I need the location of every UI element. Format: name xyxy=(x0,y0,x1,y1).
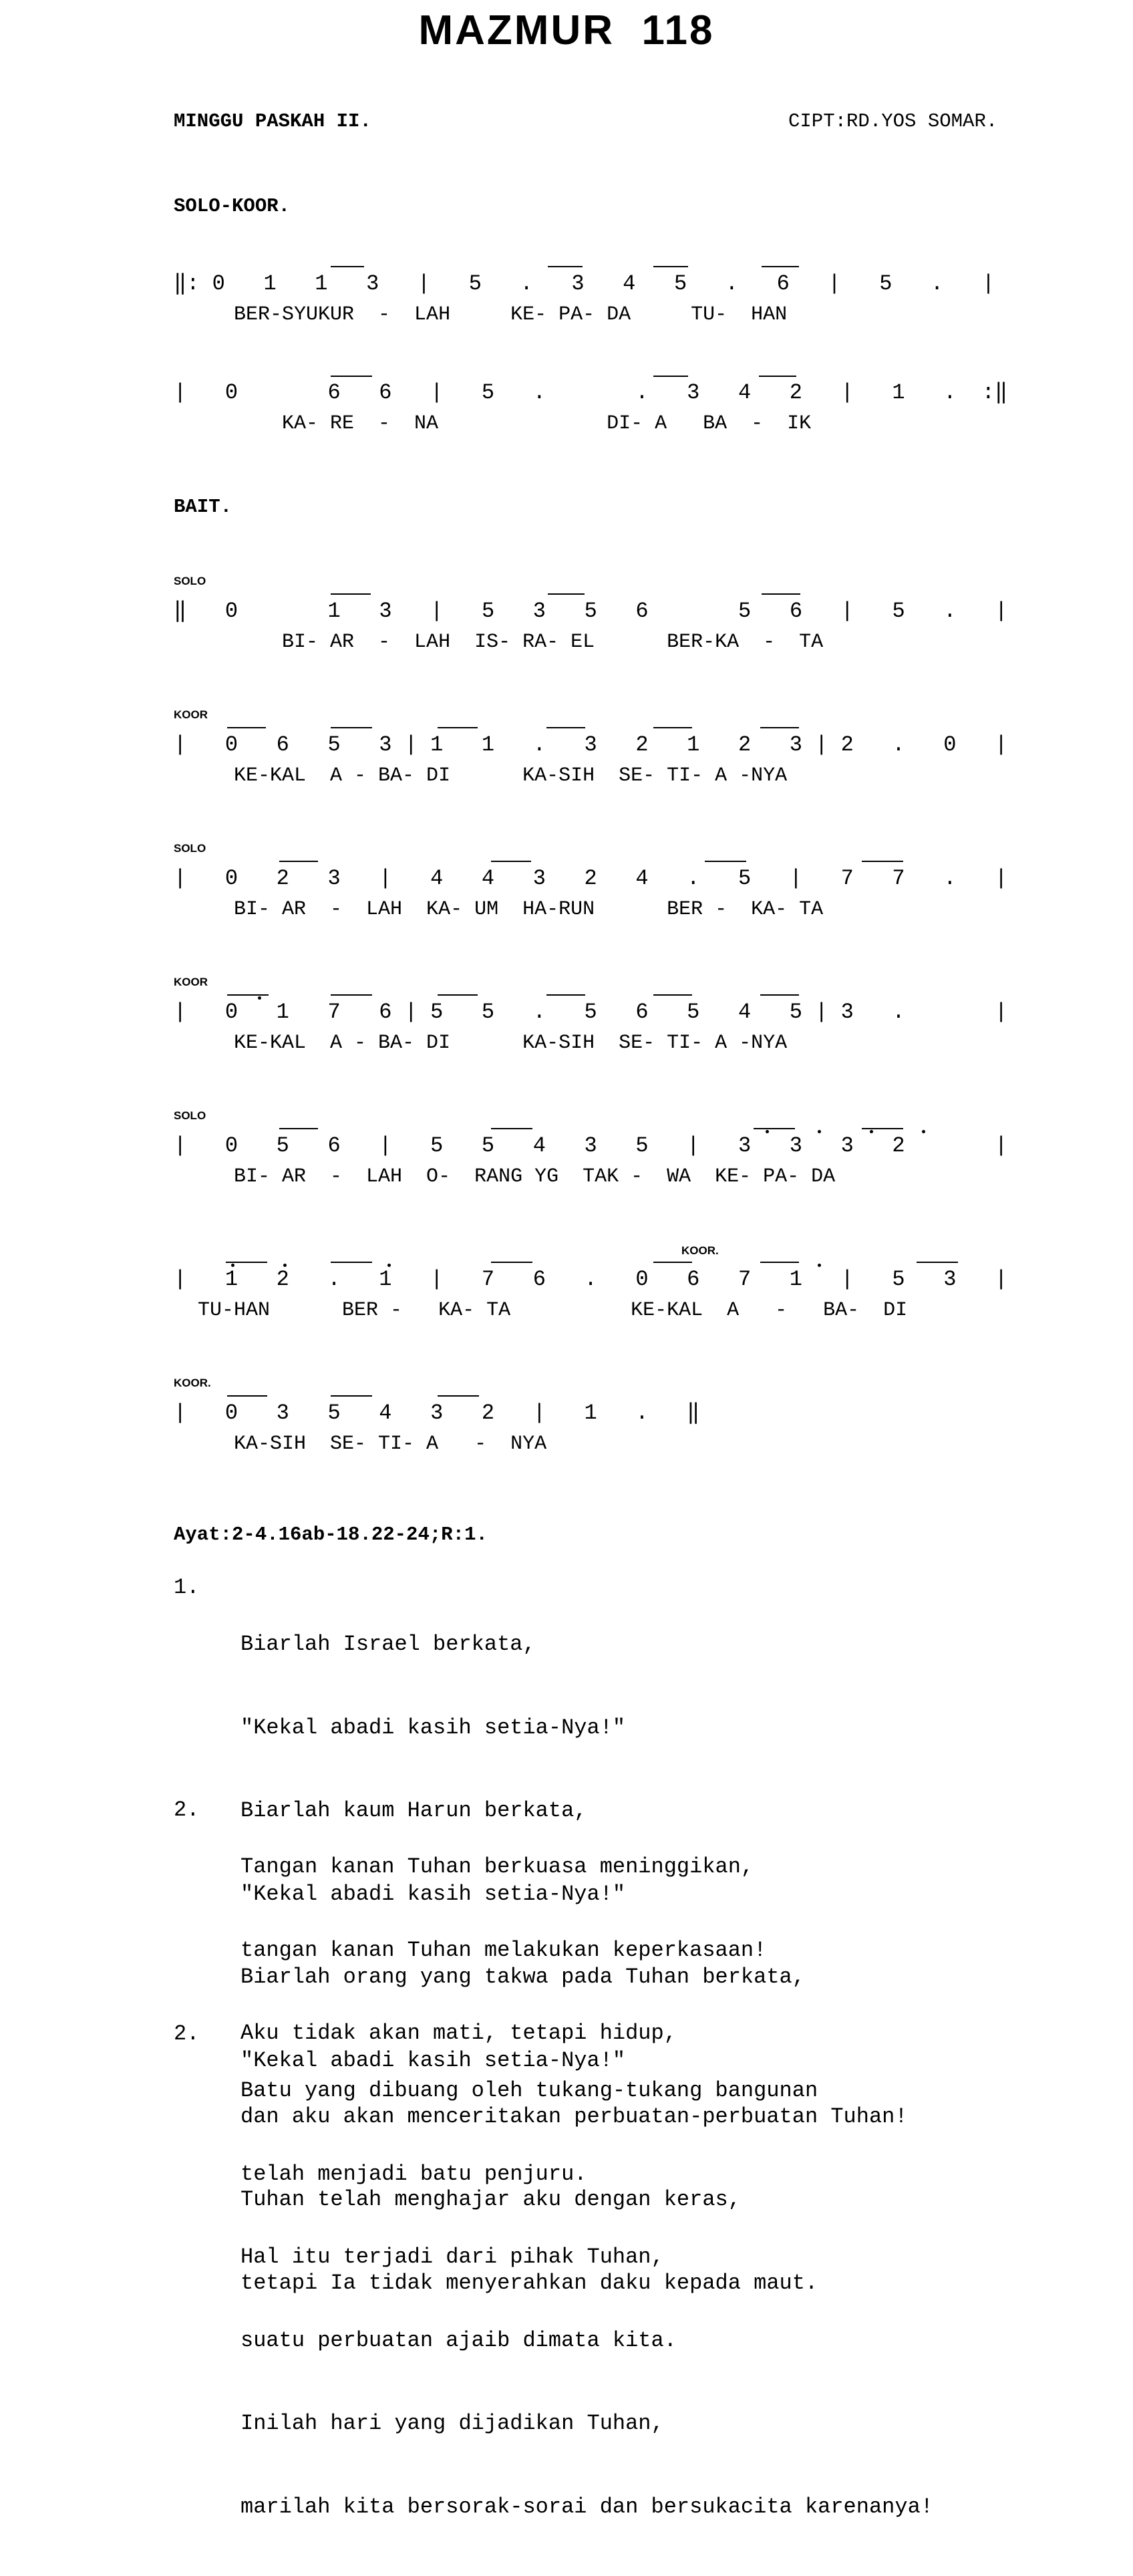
song-title: MAZMUR 118 xyxy=(418,7,715,53)
beam-mark xyxy=(754,1128,795,1129)
beam-mark xyxy=(546,727,585,728)
verse-line: Aku tidak akan mati, tetapi hidup, xyxy=(240,2021,677,2045)
bait-lyrics-row: KE-KAL A - BA- DI KA-SIH SE- TI- A -NYA xyxy=(174,1032,788,1054)
bait-notes-row: | 0 6 5 3 | 1 1 . 3 2 1 2 3 | 2 . 0 | xyxy=(174,732,1008,757)
octave-dot xyxy=(922,1130,925,1133)
composer-credit: CIPT:RD.YOS SOMAR. xyxy=(788,110,998,132)
beam-mark xyxy=(227,1395,267,1397)
octave-dot xyxy=(258,996,261,1000)
bait-lyrics-row: TU-HAN BER - KA- TA KE-KAL A - BA- DI xyxy=(174,1299,908,1322)
bait-notes-row: | 0 2 3 | 4 4 3 2 4 . 5 | 7 7 . | xyxy=(174,866,1008,891)
beam-mark xyxy=(491,1262,532,1263)
verse-reference: Ayat:2-4.16ab-18.22-24;R:1. xyxy=(174,1524,488,1546)
beam-mark xyxy=(331,1262,372,1263)
beam-mark xyxy=(438,727,478,728)
occasion-label: MINGGU PASKAH II. xyxy=(174,110,371,132)
part-label: KOOR xyxy=(174,976,208,988)
octave-dot xyxy=(818,1130,821,1133)
beam-mark xyxy=(705,861,746,862)
verse-line: suatu perbuatan ajaib dimata kita. xyxy=(240,2327,677,2353)
beam-mark xyxy=(862,1128,903,1129)
verse-line: marilah kita bersorak-sorai dan bersukacita karenanya! xyxy=(240,2494,933,2519)
beam-mark xyxy=(438,1395,479,1397)
bait-lyrics-row: BI- AR - LAH IS- RA- EL BER-KA - TA xyxy=(174,631,824,654)
verse-line: Tangan kanan Tuhan berkuasa meninggikan, xyxy=(240,1854,754,1879)
beam-mark xyxy=(759,376,796,377)
refrain-lyrics-row-1: BER-SYUKUR - LAH KE- PA- DA TU- HAN xyxy=(174,303,788,326)
verse-line: "Kekal abadi kasih setia-Nya!" xyxy=(240,1881,626,1906)
beam-mark xyxy=(653,727,692,728)
verse-line: Hal itu terjadi dari pihak Tuhan, xyxy=(240,2245,664,2269)
refrain-notes-row-2: | 0 6 6 | 5 . . 3 4 2 | 1 . :‖ xyxy=(174,380,1008,405)
bait-lyrics-row: BI- AR - LAH O- RANG YG TAK - WA KE- PA- DA xyxy=(174,1165,836,1188)
beam-mark xyxy=(548,266,583,267)
verse-line: Tuhan telah menghajar aku dengan keras, xyxy=(240,2187,741,2212)
bait-notes-row: ‖ 0 1 3 | 5 3 5 6 5 6 | 5 . | xyxy=(174,599,1008,623)
part-label: SOLO xyxy=(174,1109,206,1122)
verse-line: dan aku akan menceritakan perbuatan-perbuatan Tuhan! xyxy=(240,2104,908,2129)
verse-line: Biarlah kaum Harun berkata, xyxy=(240,1798,587,1823)
octave-dot xyxy=(870,1130,873,1133)
verse-line: Inilah hari yang dijadikan Tuhan, xyxy=(240,2411,664,2436)
beam-mark xyxy=(653,376,688,377)
beam-mark xyxy=(331,593,371,595)
bait-lyrics-row: KE-KAL A - BA- DI KA-SIH SE- TI- A -NYA xyxy=(174,764,788,787)
beam-mark xyxy=(548,593,585,595)
octave-dot xyxy=(387,1264,391,1267)
verse-line: Biarlah Israel berkata, xyxy=(240,1632,536,1657)
part-label: KOOR xyxy=(174,708,208,721)
beam-mark xyxy=(653,266,688,267)
verse-number: 1. xyxy=(174,1575,200,1600)
verse-number: 2. xyxy=(174,2021,200,2046)
beam-mark xyxy=(491,861,531,862)
beam-mark xyxy=(279,861,318,862)
beam-mark xyxy=(760,994,799,996)
bait-heading: BAIT. xyxy=(174,496,232,518)
beam-mark xyxy=(279,1128,318,1129)
bait-lyrics-row: KA-SIH SE- TI- A - NYA xyxy=(174,1433,547,1455)
beam-mark xyxy=(762,593,800,595)
octave-dot xyxy=(766,1130,769,1133)
beam-mark xyxy=(760,727,799,728)
beam-mark xyxy=(653,1262,692,1263)
refrain-heading: SOLO-KOOR. xyxy=(174,195,291,217)
verse-line: tetapi Ia tidak menyerahkan daku kepada maut. xyxy=(240,2270,818,2295)
refrain-lyrics-row-2: KA- RE - NA DI- A BA - IK xyxy=(174,412,812,435)
beam-mark xyxy=(227,727,266,728)
verse-line: "Kekal abadi kasih setia-Nya!" xyxy=(240,1715,626,1740)
bait-notes-row: | 0 3 5 4 3 2 | 1 . ‖ xyxy=(174,1401,700,1425)
verse-line: tangan kanan Tuhan melakukan keperkasaan! xyxy=(240,1937,767,1963)
part-label: SOLO xyxy=(174,842,206,855)
verse-line: Biarlah orang yang takwa pada Tuhan berkata, xyxy=(240,1965,805,1989)
beam-mark xyxy=(331,994,372,996)
bait-notes-row: | 1 2 . 1 | 7 6 . 0 6 7 1 | 5 3 | xyxy=(174,1267,1008,1292)
beam-mark xyxy=(491,1128,532,1129)
bait-lyrics-row: BI- AR - LAH KA- UM HA-RUN BER - KA- TA xyxy=(174,898,824,921)
refrain-notes-row-1: ‖: 0 1 1 3 | 5 . 3 4 5 . 6 | 5 . | xyxy=(174,271,995,296)
beam-mark xyxy=(862,861,903,862)
verse-line: telah menjadi batu penjuru. xyxy=(240,2161,587,2186)
verse-text xyxy=(240,2021,933,2576)
beam-mark xyxy=(331,727,372,728)
bait-notes-row: | 0 1 7 6 | 5 5 . 5 6 5 4 5 | 3 . | xyxy=(174,1000,1008,1024)
beam-mark xyxy=(331,376,372,377)
beam-mark xyxy=(331,266,364,267)
beam-mark xyxy=(762,266,799,267)
beam-mark xyxy=(227,994,269,996)
part-label: SOLO xyxy=(174,575,206,587)
beam-mark xyxy=(760,1262,799,1263)
beam-mark xyxy=(438,994,478,996)
beam-mark xyxy=(546,994,585,996)
octave-dot xyxy=(818,1264,821,1267)
part-label: KOOR. xyxy=(174,1377,211,1389)
beam-mark xyxy=(331,1395,372,1397)
beam-mark xyxy=(917,1262,958,1263)
verse-line: "Kekal abadi kasih setia-Nya!" xyxy=(240,2047,626,2073)
octave-dot xyxy=(283,1264,287,1267)
octave-dot xyxy=(231,1264,234,1267)
part-label-inline: KOOR. xyxy=(681,1244,719,1257)
verse-number: 2. xyxy=(174,1798,200,1822)
verse-line: Batu yang dibuang oleh tukang-tukang bangunan xyxy=(240,2078,818,2103)
beam-mark xyxy=(226,1262,267,1263)
beam-mark xyxy=(653,994,692,996)
bait-notes-row: | 0 5 6 | 5 5 4 3 5 | 3 3 3 2 | xyxy=(174,1133,1008,1158)
